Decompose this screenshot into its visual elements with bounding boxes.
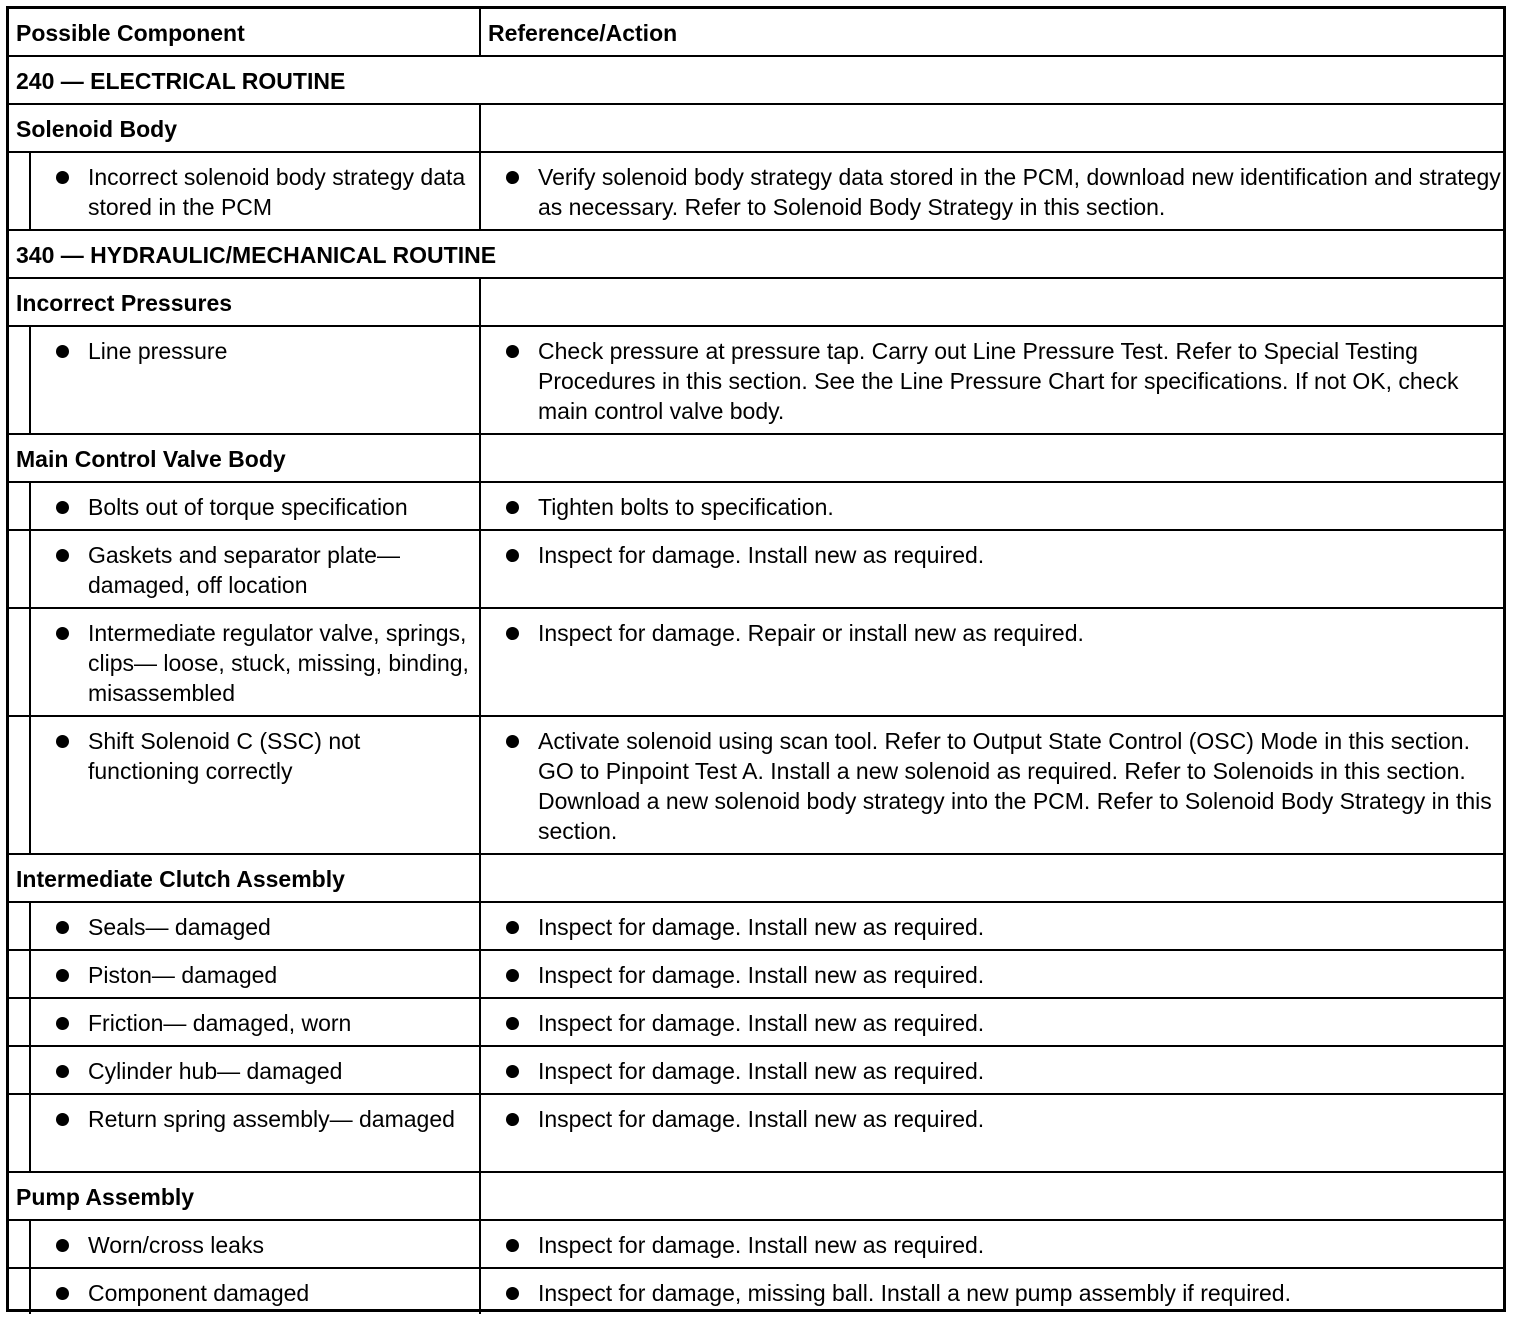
group-row (9, 103, 1503, 151)
bullet-icon (56, 921, 69, 934)
table-row (9, 1219, 1503, 1267)
group-title-intermediate-clutch: Intermediate Clutch Assembly (16, 866, 345, 892)
bullet-icon (506, 171, 519, 184)
component-text: Cylinder hub— damaged (88, 1058, 343, 1084)
bullet-icon (56, 1065, 69, 1078)
section-title-hydraulic: 340 — HYDRAULIC/MECHANICAL ROUTINE (16, 242, 497, 268)
table-row (9, 1267, 1503, 1314)
component-text: Friction— damaged, worn (88, 1010, 352, 1036)
bullet-icon (506, 1065, 519, 1078)
bullet-icon (56, 1017, 69, 1030)
bullet-icon (506, 921, 519, 934)
bullet-icon (56, 735, 69, 748)
diagnostic-table (6, 6, 1506, 1312)
bullet-icon (56, 1287, 69, 1300)
bullet-icon (56, 171, 69, 184)
bullet-icon (506, 1287, 519, 1300)
group-row (9, 433, 1503, 481)
table-row (9, 997, 1503, 1045)
table-row (9, 529, 1503, 607)
bullet-icon (56, 969, 69, 982)
bullet-icon (506, 735, 519, 748)
bullet-icon (56, 345, 69, 358)
bullet-icon (56, 501, 69, 514)
group-title-solenoid-body: Solenoid Body (16, 116, 177, 142)
action-text: Inspect for damage. Install new as required. (538, 1106, 985, 1132)
component-text: Piston— damaged (88, 962, 278, 988)
action-text: Activate solenoid using scan tool. Refer to Output State Control (OSC) Mode in this section. GO to Pinpoint Test A. Install a new solenoid as required. Refer to Solenoids in this section. Download a new solenoid body strategy into the PCM. Refer to Solenoid Body Strategy in this section. (538, 728, 1492, 844)
group-title-incorrect-pressures: Incorrect Pressures (16, 290, 233, 316)
group-row (9, 1171, 1503, 1219)
component-text: Incorrect solenoid body strategy data stored in the PCM (88, 164, 466, 220)
group-title-main-control: Main Control Valve Body (16, 446, 286, 472)
action-text: Check pressure at pressure tap. Carry out Line Pressure Test. Refer to Special Testing Procedures in this section. See the Line Pressure Chart for specifications. If not OK, check main control valve body. (538, 338, 1459, 424)
section-row (9, 229, 1503, 277)
action-text: Inspect for damage. Install new as required. (538, 1232, 985, 1258)
header-reference-action: Reference/Action (488, 20, 678, 46)
table-row (9, 481, 1503, 529)
header-possible-component: Possible Component (16, 20, 245, 46)
component-text: Shift Solenoid C (SSC) not functioning correctly (88, 728, 361, 784)
action-text: Inspect for damage. Repair or install new as required. (538, 620, 1084, 646)
action-text: Tighten bolts to specification. (538, 494, 834, 520)
action-text: Inspect for damage. Install new as required. (538, 542, 985, 568)
table-row (9, 1045, 1503, 1093)
component-text: Component damaged (88, 1280, 310, 1306)
bullet-icon (56, 549, 69, 562)
section-row (9, 55, 1503, 103)
bullet-icon (56, 1113, 69, 1126)
table-row (9, 607, 1503, 715)
table-row (9, 715, 1503, 853)
bullet-icon (506, 549, 519, 562)
table-header-row (9, 9, 1503, 55)
bullet-icon (56, 1239, 69, 1252)
component-text: Bolts out of torque specification (88, 494, 408, 520)
table-row (9, 151, 1503, 229)
bullet-icon (56, 627, 69, 640)
bullet-icon (506, 969, 519, 982)
table-row (9, 325, 1503, 433)
table-row (9, 949, 1503, 997)
bullet-icon (506, 1017, 519, 1030)
group-row (9, 277, 1503, 325)
bullet-icon (506, 1113, 519, 1126)
action-text: Inspect for damage, missing ball. Install a new pump assembly if required. (538, 1280, 1291, 1306)
action-text: Inspect for damage. Install new as required. (538, 914, 985, 940)
component-text: Intermediate regulator valve, springs, clips— loose, stuck, missing, binding, misassembled (88, 620, 469, 706)
bullet-icon (506, 1239, 519, 1252)
bullet-icon (506, 627, 519, 640)
action-text: Inspect for damage. Install new as required. (538, 1058, 985, 1084)
table-row (9, 901, 1503, 949)
table-row (9, 1093, 1503, 1171)
component-text: Gaskets and separator plate— damaged, off location (88, 542, 400, 598)
action-text: Verify solenoid body strategy data stored in the PCM, download new identification and strategy as necessary. Refer to Solenoid Body Strategy in this section. (538, 164, 1501, 220)
component-text: Line pressure (88, 338, 228, 364)
component-text: Return spring assembly— damaged (88, 1106, 455, 1132)
component-text: Worn/cross leaks (88, 1232, 264, 1258)
component-text: Seals— damaged (88, 914, 271, 940)
group-row (9, 853, 1503, 901)
group-title-pump: Pump Assembly (16, 1184, 195, 1210)
action-text: Inspect for damage. Install new as required. (538, 962, 985, 988)
bullet-icon (506, 345, 519, 358)
section-title-electrical: 240 — ELECTRICAL ROUTINE (16, 68, 346, 94)
action-text: Inspect for damage. Install new as required. (538, 1010, 985, 1036)
bullet-icon (506, 501, 519, 514)
